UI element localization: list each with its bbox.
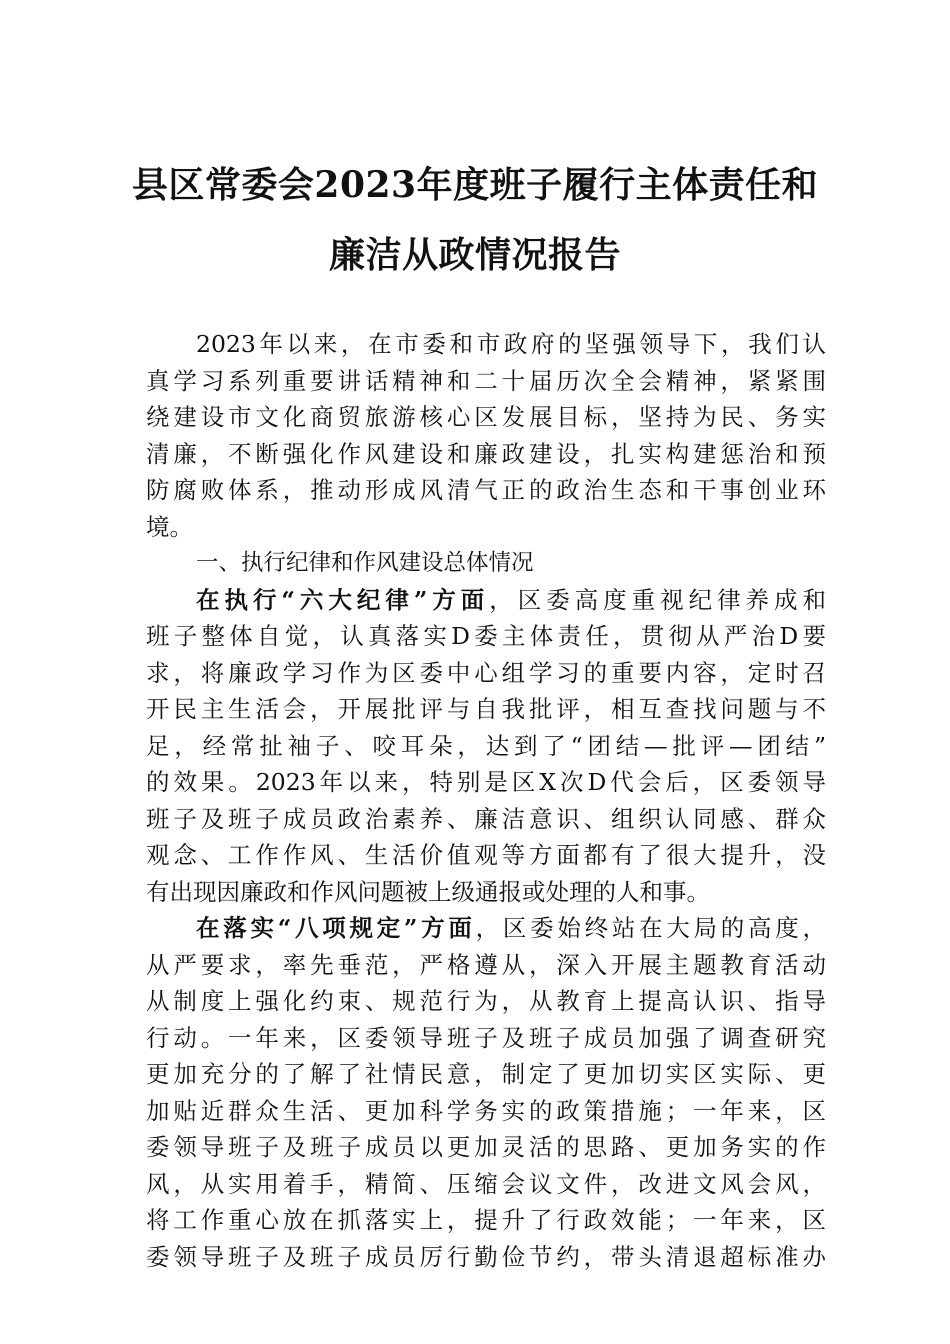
paragraph-1-line: 开民主生活会，开展批评与自我批评，相互查找问题与不: [146, 695, 826, 723]
intro-line: 真学习系列重要讲话精神和二十届历次全会精神，紧紧围: [146, 366, 826, 395]
paragraph-1-line: 求，将廉政学习作为区委中心组学习的重要内容，定时召: [146, 658, 826, 687]
paragraph-1-line: 足，经常扯袖子、咬耳朵，达到了“团结—批评—团结”: [146, 731, 826, 760]
paragraph-2-line: 从制度上强化约束、规范行为，从教育上提高认识、指导: [146, 987, 826, 1015]
paragraph-2-first-rest: ，区委始终站在大局的高度，: [475, 914, 827, 942]
intro-line: 清廉，不断强化作风建设和廉政建设，扎实构建惩治和预: [146, 439, 826, 468]
paragraph-2-first-line: [146, 910, 826, 947]
intro-line: 绕建设市文化商贸旅游核心区发展目标，坚持为民、务实: [146, 403, 826, 431]
paragraph-2-line: 加贴近群众生活、更加科学务实的政策措施；一年来，区: [146, 1096, 826, 1125]
section-heading: 一、执行纪律和作风建设总体情况: [196, 550, 534, 576]
document-title-line-1: 县区常委会2023年度班子履行主体责任和: [131, 164, 819, 206]
paragraph-2-line: 风，从实用着手，精简、压缩会议文件，改进文风会风，: [146, 1169, 826, 1198]
paragraph-2-line: 更加充分的了解了社情民意，制定了更加切实区实际、更: [146, 1060, 826, 1088]
paragraph-1-line: 观念、工作作风、生活价值观等方面都有了很大提升，没: [146, 841, 826, 869]
paragraph-2-line: 行动。一年来，区委领导班子及班子成员加强了调查研究: [146, 1023, 826, 1052]
paragraph-1-lead: 在执行“六大纪律”方面: [196, 585, 490, 614]
intro-line: 2023年以来，在市委和市政府的坚强领导下，我们认: [196, 330, 826, 358]
paragraph-1-line: 班子整体自觉，认真落实D委主体责任，贯彻从严治D要: [146, 622, 826, 650]
paragraph-2-line: 从严要求，率先垂范，严格遵从，深入开展主题教育活动: [146, 950, 826, 979]
paragraph-2-line: 委领导班子及班子成员厉行勤俭节约，带头清退超标准办: [146, 1242, 826, 1271]
paragraph-1-first-line: [146, 582, 826, 619]
paragraph-1-line: 班子及班子成员政治素养、廉洁意识、组织认同感、群众: [146, 804, 826, 833]
paragraph-1-line: 有出现因廉政和作风问题被上级通报或处理的人和事。: [146, 877, 710, 906]
paragraph-2-line: 委领导班子及班子成员以更加灵活的思路、更加务实的作: [146, 1133, 826, 1161]
paragraph-1-line: 的效果。2023年以来，特别是区X次D代会后，区委领导: [146, 768, 826, 796]
intro-line: 境。: [146, 512, 193, 541]
intro-line: 防腐败体系，推动形成风清气正的政治生态和干事创业环: [146, 476, 826, 504]
document-title-line-2: 廉洁从政情况报告: [328, 234, 621, 276]
paragraph-1-first-rest: ，区委高度重视纪律养成和: [489, 585, 826, 614]
paragraph-2-line: 将工作重心放在抓落实上，提升了行政效能；一年来，区: [146, 1206, 826, 1234]
document-body: [146, 326, 826, 1275]
paragraph-2-lead: 在落实“八项规定”方面: [196, 914, 476, 942]
